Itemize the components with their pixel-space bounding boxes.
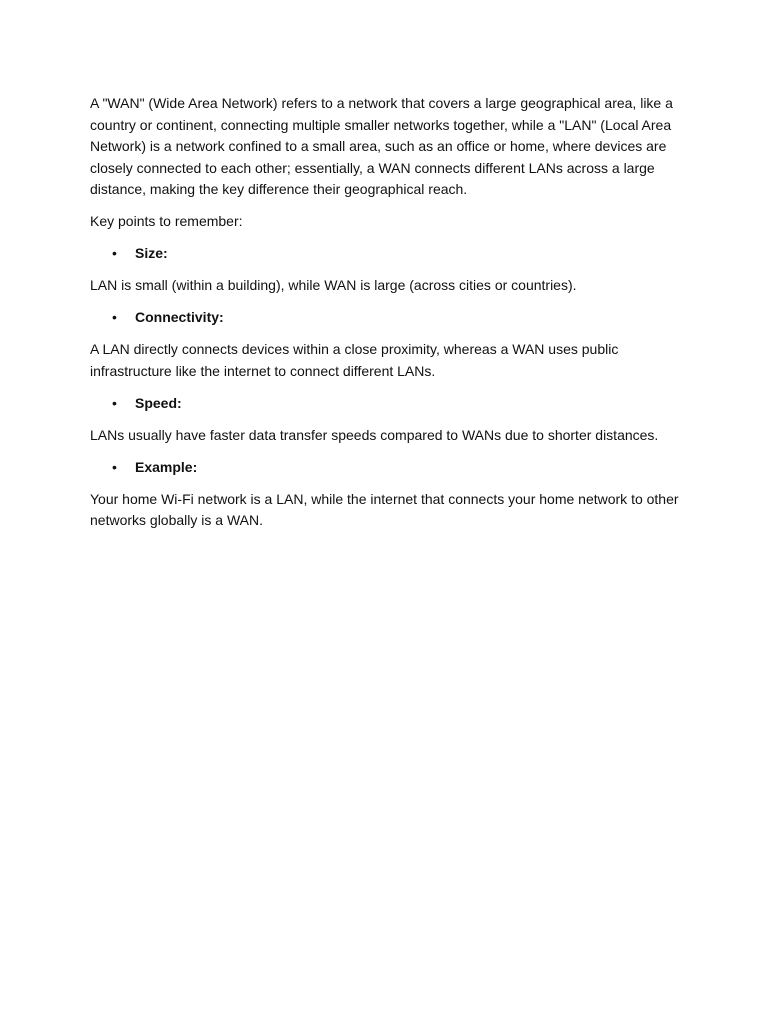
bullet-item-example xyxy=(90,457,680,479)
bullet-item-connectivity xyxy=(90,307,680,329)
point-description: LANs usually have faster data transfer speeds compared to WANs due to shorter distances. xyxy=(90,426,659,443)
bullet-label: Example: xyxy=(135,458,198,475)
key-points-heading: Key points to remember: xyxy=(90,213,243,230)
bullet-label: Size: xyxy=(135,245,168,262)
bullet-dot-icon: • xyxy=(112,394,117,411)
bullet-item-speed xyxy=(90,393,680,415)
point-description: LAN is small (within a building), while WAN is large (across cities or countries). xyxy=(90,277,577,294)
intro-paragraph: A "WAN" (Wide Area Network) refers to a network that covers a large geographical area, like a country or continent, connecting multiple smaller networks together, while a "LAN" (Local Area Network) is a network confined to a small area, such as an office or home, where devices are closely connected to each other; essentially, a WAN connects different LANs across a large distance, making the key difference their geographical reach. xyxy=(90,95,673,198)
bullet-dot-icon: • xyxy=(112,309,117,326)
bullet-label: Connectivity: xyxy=(135,309,224,326)
point-description: A LAN directly connects devices within a close proximity, whereas a WAN uses public infrastructure like the internet to connect different LANs. xyxy=(90,341,619,379)
bullet-label: Speed: xyxy=(135,394,182,411)
bullet-dot-icon: • xyxy=(112,245,117,262)
point-description: Your home Wi-Fi network is a LAN, while the internet that connects your home network to other networks globally is a WAN. xyxy=(90,490,679,529)
document-page xyxy=(90,93,680,542)
bullet-dot-icon: • xyxy=(112,458,117,475)
bullet-item-size xyxy=(90,243,680,265)
